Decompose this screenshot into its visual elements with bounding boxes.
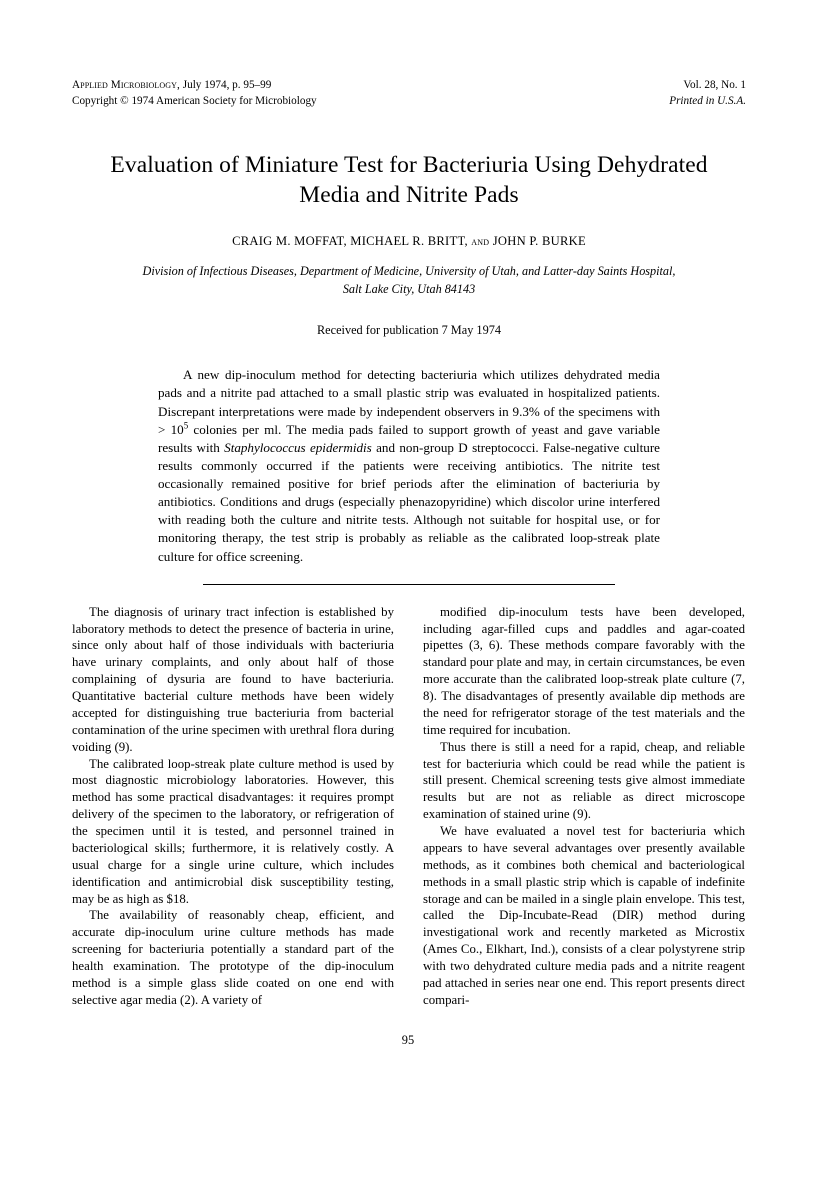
species-name: Staphylococcus epidermidis [224, 439, 372, 455]
authors-part-2: JOHN P. BURKE [489, 233, 586, 248]
printed-in: Printed in U.S.A. [669, 94, 746, 107]
masthead-right [669, 78, 746, 110]
journal-citation-line [72, 78, 317, 94]
title-line-2: Media and Nitrite Pads [299, 182, 519, 209]
affiliation-line-2: Salt Lake City, Utah 84143 [342, 281, 476, 296]
copyright-line: Copyright © 1974 American Society for Microbiology [72, 94, 317, 107]
journal-issue-info: July 1974, p. 95–99 [179, 79, 272, 91]
paragraph: The diagnosis of urinary tract infection is established by laboratory methods to detect the presence of bacteria in urine, since only about half of those individuals with bacteriuria have urinary complaints, and only about half of those complaining of dysuria are found to have bacteriuria. Quantitative bacterial culture methods have been widely accepted for distinguishing true bacteriuria from bacterial contamination of the urine specimen with urethral flora during voiding (9). [72, 604, 394, 754]
authors-part-1: CRAIG M. MOFFAT, MICHAEL R. BRITT, [232, 233, 472, 248]
body-columns [72, 604, 746, 1009]
paragraph: The availability of reasonably cheap, efficient, and accurate dip-inoculum urine culture methods has made screening for bacteriuria potentially a standard part of the health examination. The prototype of the dip-inoculum method is a simple glass slide coated on one end with selective agar media (2). A variety of [72, 908, 394, 1007]
abstract-paragraph [158, 366, 660, 565]
paragraph: Thus there is still a need for a rapid, cheap, and reliable test for bacteriuria which could be read while the patient is still present. Chemical screening tests give almost immediate results but are not as reliable as direct microscope examination of stained urine (9). [423, 739, 745, 822]
author-list [72, 234, 746, 249]
received-date: Received for publication 7 May 1974 [316, 323, 502, 338]
abstract [158, 366, 660, 565]
article-page [72, 78, 746, 1009]
section-divider-rule [203, 584, 615, 585]
paragraph: We have evaluated a novel test for bacteriuria which appears to have several advantages over presently available methods, as it combines both chemical and bacteriological methods in a small plastic strip which is capable of indefinite storage and can be mailed in a single plain envelope. This test, called the Dip-Incubate-Read (DIR) method during investigational work and recently marketed as Microstix (Ames Co., Elkhart, Ind.), consists of a clear polystyrene strip with two dehydrated culture media pads and a nitrite reagent pad attached in series near one end. This report presents direct compari- [423, 824, 745, 1007]
journal-name: Applied Microbiology, [72, 79, 180, 91]
abstract-superscript: 5 [183, 420, 189, 431]
affiliation-line-1: Division of Infectious Diseases, Department of Medicine, University of Utah, and Latter-day Saints Hospital, [142, 263, 676, 278]
paragraph: The calibrated loop-streak plate culture method is used by most diagnostic microbiology laboratories. However, this method has some practical disadvantages: it requires prompt delivery of the specimen to the laboratory, or refrigeration of the specimen until it is tested, and personnel trained in bacteriological skills; furthermore, it is relatively costly. A usual charge for a single urine culture, which includes identification and antimicrobial disk susceptibility testing, may be as high as $18. [72, 756, 394, 906]
abstract-text-after-superscript: colonies per ml. The media pads failed to support growth of yeast and gave variable results with Staphylococcus epidermidis and non-group D streptococci. False-negative culture results commonly occurred if the patients were receiving antibiotics. The nitrite test occasionally remained positive for brief periods after the elimination of bacteriuria by antibiotics. Conditions and drugs (especially phenazopyridine) which discolor urine interfered with reading both the culture and nitrite tests. Although not suitable for hospital use, or for monitoring therapy, the test strip is probably as reliable as the calibrated loop-streak plate culture for office screening. [158, 421, 660, 564]
left-column [72, 604, 394, 1009]
page-title [72, 150, 746, 211]
volume-number: Vol. 28, No. 1 [683, 79, 746, 91]
right-column [423, 604, 745, 1009]
authors-conjunction: and [471, 235, 490, 248]
page-number: 95 [401, 1033, 415, 1047]
abstract-text-before-superscript: A new dip-inoculum method for detecting bacteriuria which utilizes dehydrated media pads and a nitrite pad attached to a small plastic strip was evaluated in hospitalized patients. Discrepant interpretations were made by independent observers in 9.3% of the specimens with > 10 [158, 367, 660, 437]
paragraph: modified dip-inoculum tests have been developed, including agar-filled cups and paddles and agar-coated pipettes (3, 6). These methods compare favorably with the standard pour plate and may, in certain circumstances, be even more accurate than the calibrated loop-streak plate culture (7, 8). The disadvantages of presently available dip methods are the need for refrigerator storage of the test materials and the time required for incubation. [423, 604, 745, 737]
masthead-left [72, 78, 317, 110]
title-line-1: Evaluation of Miniature Test for Bacteriuria Using Dehydrated [110, 151, 708, 178]
author-affiliation [72, 263, 746, 298]
masthead [72, 78, 746, 110]
